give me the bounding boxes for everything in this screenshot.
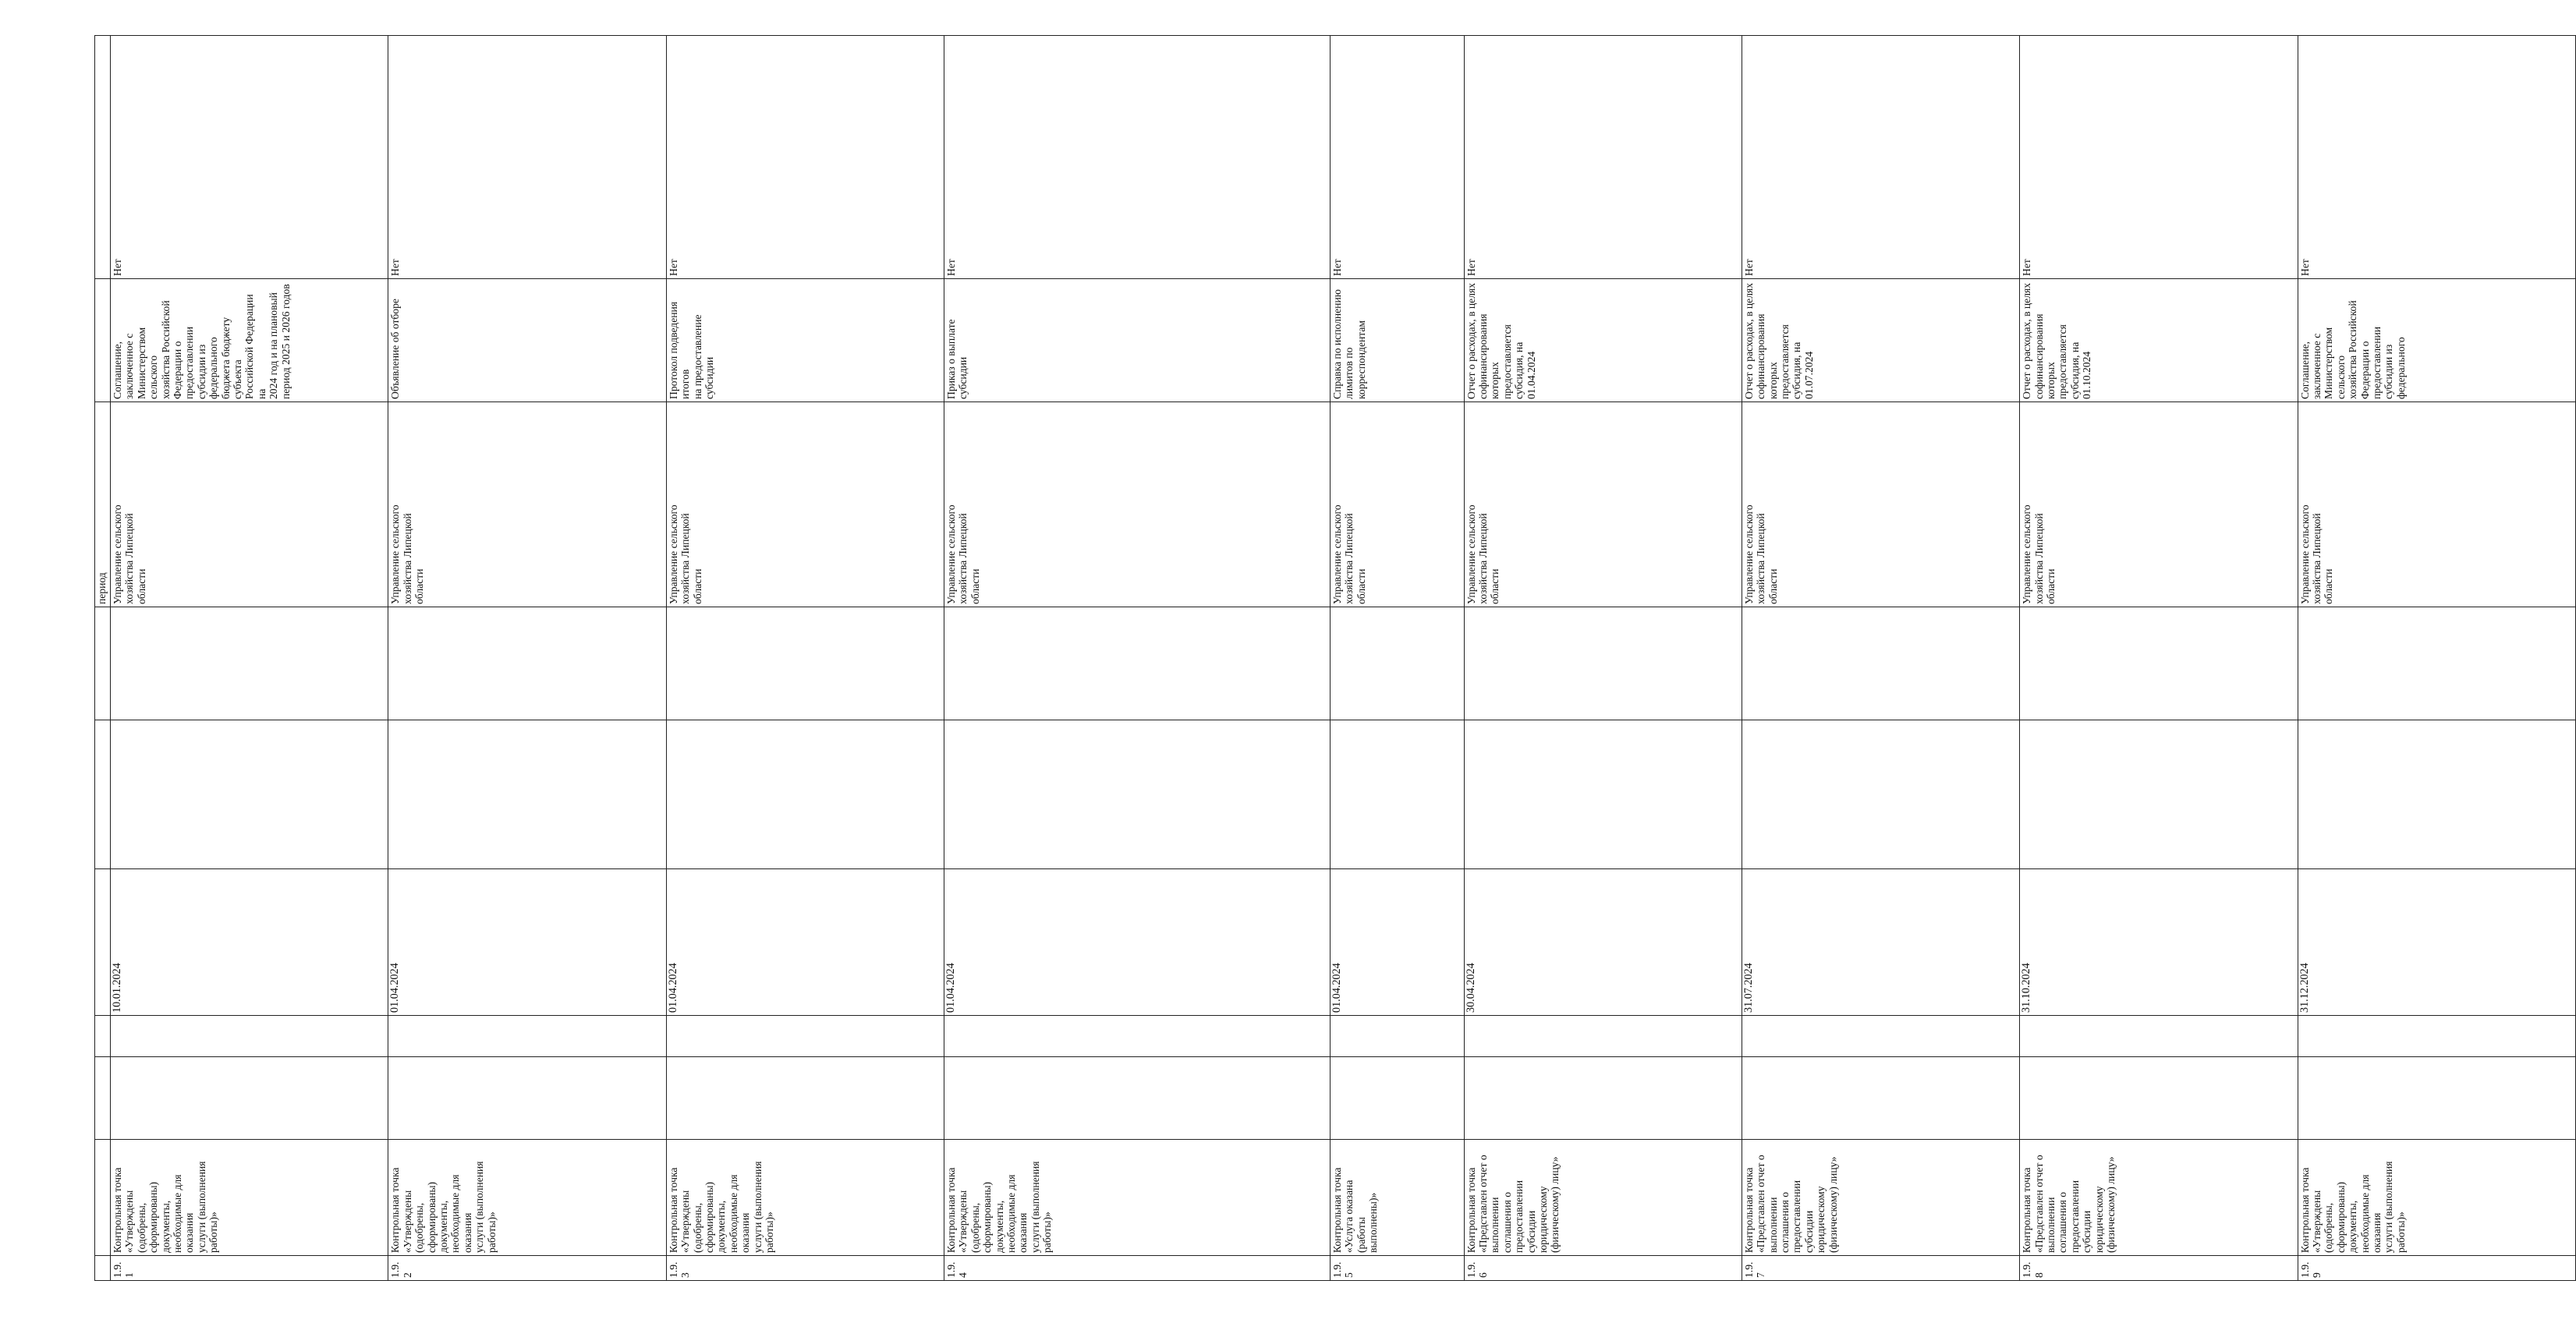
empty-cell [666,720,944,869]
confirming-document: Отчет о расходах, в целях софинансирования которых предоставляется субсидия, на 01.04.2024 [1464,279,1742,402]
table-row [1742,36,2019,1281]
empty-cell [2020,1057,2298,1140]
table-row [2298,36,2575,1281]
row-number: 1.9.5 [1331,1256,1464,1281]
control-point-name: Контрольная точка «Представлен отчет о выполнении соглашения о предоставлении субсидии юридическому (физическому) лицу» [1464,1140,1742,1256]
empty-cell [1331,607,1464,720]
table-row [666,36,944,1281]
empty-cell [944,1057,1331,1140]
responsible-executor: Управление сельского хозяйства Липецкой области [944,402,1331,607]
due-date: 31.10.2024 [2020,869,2298,1016]
control-point-name: Контрольная точка «Услуга оказана (работы выполнены)» [1331,1140,1464,1256]
table-row [1331,36,1464,1281]
table-row [1464,36,1742,1281]
flag-cell: Нет [1331,36,1464,279]
empty-cell [1464,1016,1742,1057]
empty-cell [944,1016,1331,1057]
empty-cell [2020,607,2298,720]
empty-cell [388,720,666,869]
empty-cell [1742,1016,2019,1057]
empty-cell [666,607,944,720]
control-point-name: Контрольная точка «Утверждены (одобрены, сформированы) документы, необходимые для оказания услуги (выполнения работы)» [2298,1140,2575,1256]
control-points-table [94,35,2576,1281]
due-date: 31.07.2024 [1742,869,2019,1016]
confirming-document: Соглашение, заключенное с Министерством сельского хозяйства Российской Федерации о предоставлении субсидии из федерального [2298,279,2575,402]
control-point-name: Контрольная точка «Утверждены (одобрены, сформированы) документы, необходимые для оказания услуги (выполнения работы)» [666,1140,944,1256]
empty-cell [1331,720,1464,869]
header-cell [95,869,111,1016]
row-number: 1.9.3 [666,1256,944,1281]
empty-cell [111,1016,388,1057]
empty-cell [111,607,388,720]
empty-cell [1331,1057,1464,1140]
empty-cell [944,720,1331,869]
confirming-document: Приказ о выплате субсидии [944,279,1331,402]
empty-cell [1464,1057,1742,1140]
row-number: 1.9.4 [944,1256,1331,1281]
row-number: 1.9.2 [388,1256,666,1281]
responsible-executor: Управление сельского хозяйства Липецкой области [2020,402,2298,607]
control-point-name: Контрольная точка «Утверждены (одобрены, сформированы) документы, необходимые для оказания услуги (выполнения работы)» [388,1140,666,1256]
due-date: 01.04.2024 [1331,869,1464,1016]
empty-cell [1742,720,2019,869]
header-cell [95,36,111,279]
empty-cell [2298,720,2575,869]
header-cell-period: период [95,402,111,607]
due-date: 01.04.2024 [944,869,1331,1016]
responsible-executor: Управление сельского хозяйства Липецкой области [388,402,666,607]
header-row [95,36,111,1281]
table-body [95,36,2576,1281]
confirming-document: Отчет о расходах, в целях софинансирования которых предоставляется субсидия, на 01.10.2024 [2020,279,2298,402]
due-date: 10.01.2024 [111,869,388,1016]
due-date: 01.04.2024 [666,869,944,1016]
empty-cell [944,607,1331,720]
table-row [111,36,388,1281]
confirming-document: Соглашение, заключенное с Министерством сельского хозяйства Российской Федерации о предоставлении субсидии из федерального бюджета бюджету субъекта Российской Федерации на 2024 год и на плановый период 2025 и 2026 годов [111,279,388,402]
flag-cell: Нет [2020,36,2298,279]
due-date: 31.12.2024 [2298,869,2575,1016]
flag-cell: Нет [1464,36,1742,279]
confirming-document: Объявление об отборе [388,279,666,402]
flag-cell: Нет [111,36,388,279]
row-number: 1.9.7 [1742,1256,2019,1281]
table-row [2020,36,2298,1281]
empty-cell [2020,720,2298,869]
empty-cell [666,1057,944,1140]
control-point-name: Контрольная точка «Представлен отчет о выполнении соглашения о предоставлении субсидии юридическому (физическому) лицу» [1742,1140,2019,1256]
due-date: 01.04.2024 [388,869,666,1016]
confirming-document: Справка по исполнению лимитов по корреспондентам [1331,279,1464,402]
responsible-executor: Управление сельского хозяйства Липецкой области [1331,402,1464,607]
row-number: 1.9.9 [2298,1256,2575,1281]
empty-cell [2020,1016,2298,1057]
header-cell [95,1057,111,1140]
header-cell [95,1140,111,1256]
empty-cell [388,1016,666,1057]
table-row [944,36,1331,1281]
flag-cell: Нет [1742,36,2019,279]
empty-cell [1464,607,1742,720]
rotated-table-container [94,36,2407,1281]
empty-cell [388,607,666,720]
empty-cell [1742,1057,2019,1140]
control-point-name: Контрольная точка «Утверждены (одобрены, сформированы) документы, необходимые для оказания услуги (выполнения работы)» [944,1140,1331,1256]
empty-cell [1464,720,1742,869]
empty-cell [2298,1057,2575,1140]
control-point-name: Контрольная точка «Утверждены (одобрены, сформированы) документы, необходимые для оказания услуги (выполнения работы)» [111,1140,388,1256]
row-number: 1.9.1 [111,1256,388,1281]
due-date: 30.04.2024 [1464,869,1742,1016]
confirming-document: Протокол подведения итогов на предоставление субсидии [666,279,944,402]
responsible-executor: Управление сельского хозяйства Липецкой области [111,402,388,607]
empty-cell [1331,1016,1464,1057]
responsible-executor: Управление сельского хозяйства Липецкой области [1742,402,2019,607]
row-number: 1.9.6 [1464,1256,1742,1281]
empty-cell [666,1016,944,1057]
header-cell [95,1256,111,1281]
empty-cell [2298,607,2575,720]
responsible-executor: Управление сельского хозяйства Липецкой области [2298,402,2575,607]
empty-cell [1742,607,2019,720]
header-cell [95,720,111,869]
flag-cell: Нет [388,36,666,279]
responsible-executor: Управление сельского хозяйства Липецкой области [1464,402,1742,607]
header-cell [95,1016,111,1057]
empty-cell [2298,1016,2575,1057]
table-row [388,36,666,1281]
flag-cell: Нет [944,36,1331,279]
empty-cell [111,1057,388,1140]
confirming-document: Отчет о расходах, в целях софинансирования которых предоставляется субсидия, на 01.07.2024 [1742,279,2019,402]
control-point-name: Контрольная точка «Представлен отчет о выполнении соглашения о предоставлении субсидии юридическому (физическому) лицу» [2020,1140,2298,1256]
empty-cell [111,720,388,869]
row-number: 1.9.8 [2020,1256,2298,1281]
empty-cell [388,1057,666,1140]
header-cell [95,279,111,402]
responsible-executor: Управление сельского хозяйства Липецкой области [666,402,944,607]
flag-cell: Нет [2298,36,2575,279]
header-cell [95,607,111,720]
flag-cell: Нет [666,36,944,279]
